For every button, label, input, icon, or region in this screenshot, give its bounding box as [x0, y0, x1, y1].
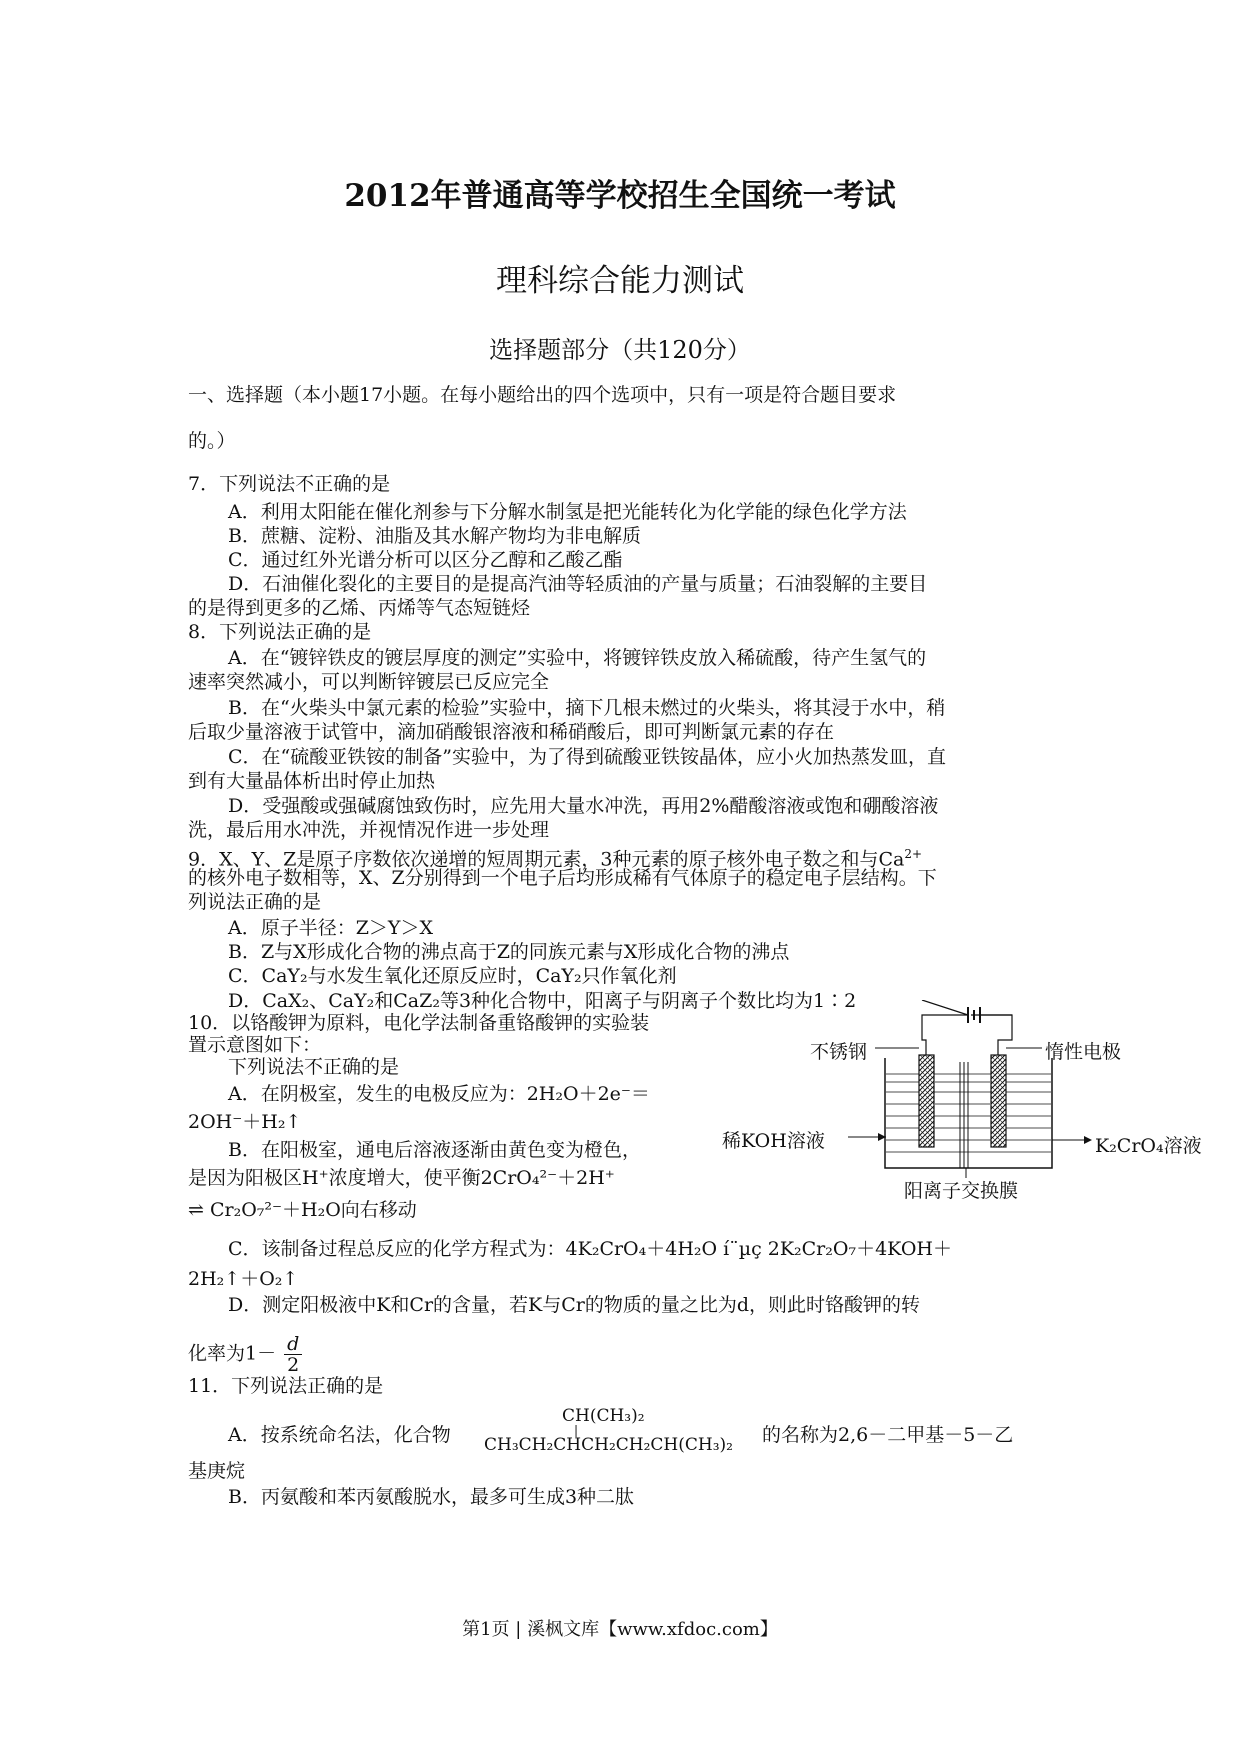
q11-option-a-prefix: A．按系统命名法，化合物	[228, 1424, 451, 1446]
q10-option-d: D．测定阳极液中K和Cr的含量，若K与Cr的物质的量之比为d，则此时铬酸钾的转	[228, 1294, 921, 1316]
conversion-rate-prefix: 化率为1－	[188, 1342, 277, 1365]
q8-option-d: D．受强酸或强碱腐蚀致伤时，应先用大量水冲洗，再用2%醋酸溶液或饱和硼酸溶液	[228, 795, 939, 817]
outlet-arrow-head	[1084, 1136, 1092, 1144]
page-footer: 第1页 | 溪枫文库【www.xfdoc.com】	[462, 1619, 778, 1640]
q11-stem: 11．下列说法正确的是	[188, 1375, 384, 1397]
q7-stem: 7．下列说法不正确的是	[188, 473, 391, 495]
q10-stem: 10．以铬酸钾为原料，电化学法制备重铬酸钾的实验装	[188, 1012, 650, 1034]
label-membrane: 阳离子交换膜	[904, 1180, 1019, 1202]
q10-question: 下列说法不正确的是	[228, 1056, 400, 1078]
q8-stem: 8．下列说法正确的是	[188, 621, 372, 643]
q11-option-a-suffix: 的名称为2,6－二甲基－5－乙	[762, 1424, 1014, 1446]
q10-option-b-cont: 是因为阳极区H⁺浓度增大，使平衡2CrO₄²⁻＋2H⁺	[188, 1167, 615, 1189]
q10-option-a-cont: 2OH⁻＋H₂↑	[188, 1111, 302, 1133]
q10-stem-cont: 置示意图如下：	[188, 1034, 322, 1056]
q8-option-b-cont: 后取少量溶液于试管中，滴加硝酸银溶液和稀硝酸后，即可判断氯元素的存在	[188, 721, 835, 743]
q9-stem-text: 9．X、Y、Z是原子序数依次递增的短周期元素，3种元素的原子核外电子数之和与Ca	[188, 848, 905, 871]
q11-chain: CH₃CH₂CHCH₂CH₂CH(CH₃)₂	[484, 1435, 733, 1455]
q7-option-d-cont: 的是得到更多的乙烯、丙烯等气态短链烃	[188, 597, 531, 619]
q9-stem-sup: 2+	[904, 847, 923, 861]
q10-option-c: C．该制备过程总反应的化学方程式为：4K₂CrO₄＋4H₂O í¨µç 2K₂Cr₂O₇＋4KOH＋	[228, 1238, 952, 1260]
q11-option-b: B．丙氨酸和苯丙氨酸脱水，最多可生成3种二肽	[228, 1486, 635, 1508]
exam-title: 2012年普通高等学校招生全国统一考试	[344, 178, 896, 214]
q8-option-a-cont: 速率突然减小，可以判断锌镀层已反应完全	[188, 671, 550, 693]
q8-option-b: B．在“火柴头中氯元素的检验”实验中，摘下几根未燃过的火柴头，将其浸于水中，稍	[228, 697, 946, 719]
right-wire	[980, 1015, 1012, 1055]
q9-option-d: D．CaX₂、CaY₂和CaZ₂等3种化合物中，阳离子与阴离子个数比均为1∶2	[228, 990, 857, 1012]
q7-option-c: C．通过红外光谱分析可以区分乙醇和乙酸乙酯	[228, 549, 623, 571]
label-dilute-koh: 稀KOH溶液	[722, 1130, 825, 1152]
q9-option-c: C．CaY₂与水发生氧化还原反应时，CaY₂只作氧化剂	[228, 965, 677, 987]
left-wire	[922, 1015, 968, 1055]
label-inert-electrode: 惰性电极	[1045, 1041, 1122, 1063]
intro-line-2: 的。）	[188, 430, 236, 452]
intro-line-1: 一、选择题（本小题17小题。在每小题给出的四个选项中，只有一项是符合题目要求	[188, 384, 897, 406]
fraction-denominator: 2	[287, 1354, 300, 1376]
q8-option-a: A．在“镀锌铁皮的镀层厚度的测定”实验中，将镀锌铁皮放入稀硫酸，待产生氢气的	[228, 647, 927, 669]
fraction-numerator: d	[284, 1334, 302, 1355]
q9-option-b: B．Z与X形成化合物的沸点高于Z的同族元素与X形成化合物的沸点	[228, 941, 790, 963]
q9-stem-cont-1: 的核外电子数相等，X、Z分别得到一个电子后均形成稀有气体原子的稳定电子层结构。下	[188, 867, 937, 889]
label-stainless-steel: 不锈钢	[810, 1041, 868, 1063]
q8-option-d-cont: 洗，最后用水冲洗，并视情况作进一步处理	[188, 819, 550, 841]
q11-structure	[484, 1406, 733, 1456]
q8-option-c-cont: 到有大量晶体析出时停止加热	[188, 770, 436, 792]
q10-option-b: B．在阳极室，通电后溶液逐渐由黄色变为橙色，	[228, 1139, 641, 1161]
q7-option-b: B．蔗糖、淀粉、油脂及其水解产物均为非电解质	[228, 525, 641, 547]
q10-option-d-cont	[188, 1334, 302, 1375]
q10-option-b-cont-2: ⇌ Cr₂O₇²⁻＋H₂O向右移动	[188, 1199, 417, 1221]
q9-option-a: A．原子半径：Z＞Y＞X	[228, 917, 433, 939]
stainless-steel-electrode	[919, 1055, 934, 1147]
section-heading: 选择题部分（共120分）	[489, 336, 751, 364]
q7-option-a: A．利用太阳能在催化剂参与下分解水制氢是把光能转化为化学能的绿色化学方法	[228, 501, 907, 523]
q11-bond: |	[574, 1423, 579, 1437]
label-k2cro4-solution: K₂CrO₄溶液	[1095, 1135, 1202, 1157]
exam-subtitle: 理科综合能力测试	[496, 263, 744, 299]
q10-option-a: A．在阴极室，发生的电极反应为：2H₂O＋2e⁻＝	[228, 1083, 650, 1105]
q10-option-c-cont: 2H₂↑＋O₂↑	[188, 1268, 299, 1290]
q8-option-c: C．在“硫酸亚铁铵的制备”实验中，为了得到硫酸亚铁铵晶体，应小火加热蒸发皿，直	[228, 746, 946, 768]
inert-electrode	[991, 1055, 1006, 1147]
electrolysis-diagram	[790, 1000, 1200, 1205]
fraction	[284, 1334, 302, 1375]
battery-icon	[922, 1000, 1012, 1023]
q11-branch: CH(CH₃)₂	[562, 1406, 645, 1426]
q9-stem-cont-2: 列说法正确的是	[188, 891, 322, 913]
q7-option-d: D．石油催化裂化的主要目的是提高汽油等轻质油的产量与质量；石油裂解的主要目	[228, 573, 928, 595]
q11-option-a-cont: 基庚烷	[188, 1460, 246, 1482]
